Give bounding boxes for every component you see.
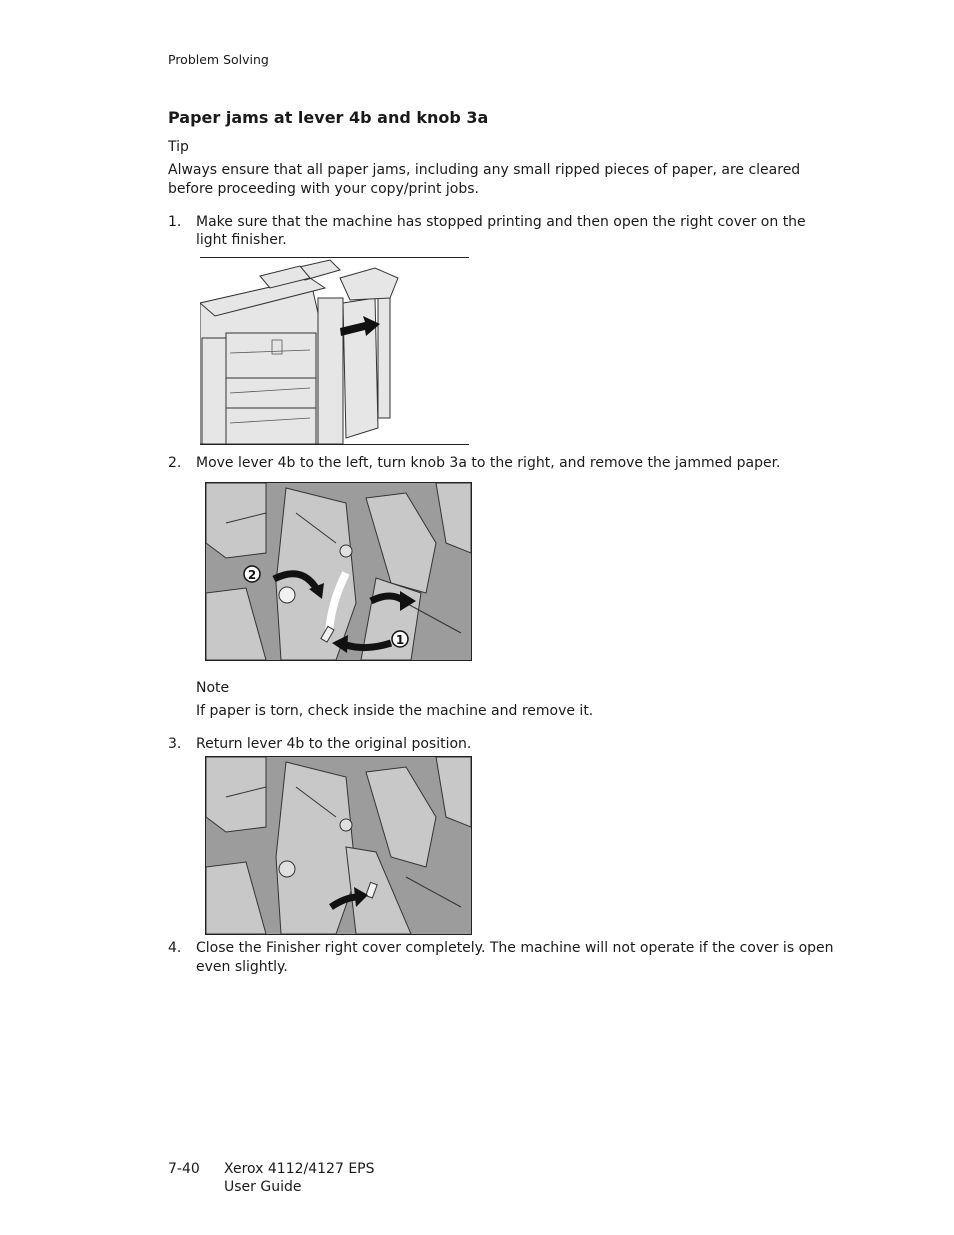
footer-doc-type: User Guide [224, 1179, 302, 1195]
section-title: Paper jams at lever 4b and knob 3a [168, 108, 489, 127]
step-1-number: 1. [168, 214, 182, 230]
step-1-text-line-1: Make sure that the machine has stopped printing and then open the right cover on the [196, 214, 806, 230]
note-text: If paper is torn, check inside the machine and remove it. [196, 703, 594, 719]
step-3-text: Return lever 4b to the original position. [196, 736, 472, 752]
footer-product: Xerox 4112/4127 EPS [224, 1161, 375, 1177]
tip-text-line-1: Always ensure that all paper jams, including any small ripped pieces of paper, are cleared [168, 162, 801, 178]
figure-return-lever-4b [205, 756, 472, 935]
page-number: 7-40 [168, 1161, 200, 1177]
running-head: Problem Solving [168, 52, 269, 67]
step-4-text-line-1: Close the Finisher right cover completely. The machine will not operate if the cover is open [196, 940, 834, 956]
callout-2: 2 [247, 568, 257, 582]
tip-label: Tip [168, 139, 189, 155]
tip-text-line-2: before proceeding with your copy/print jobs. [168, 181, 479, 197]
figure-lever-4b-knob-3a [205, 482, 472, 661]
step-3-number: 3. [168, 736, 182, 752]
step-1-text-line-2: light finisher. [196, 232, 287, 248]
callout-1: 1 [395, 633, 405, 647]
step-2-number: 2. [168, 455, 182, 471]
step-4-text-line-2: even slightly. [196, 959, 288, 975]
step-4-number: 4. [168, 940, 182, 956]
note-label: Note [196, 680, 230, 696]
figure-open-right-cover [200, 257, 469, 445]
step-2-text: Move lever 4b to the left, turn knob 3a to the right, and remove the jammed paper. [196, 455, 781, 471]
